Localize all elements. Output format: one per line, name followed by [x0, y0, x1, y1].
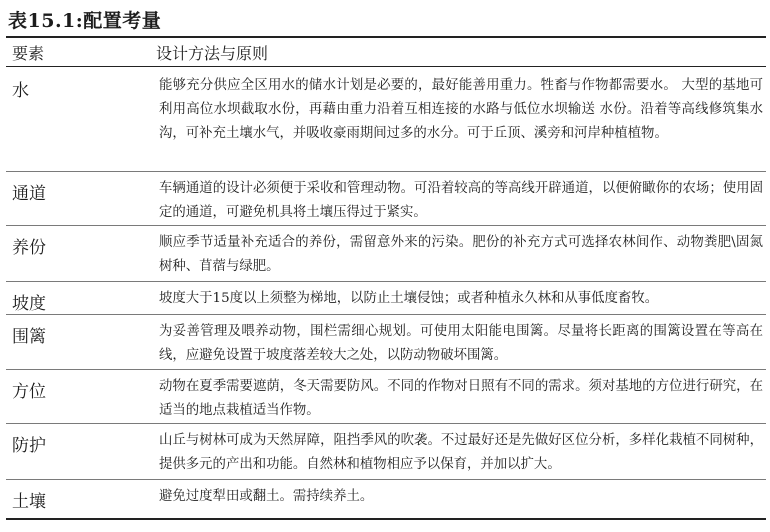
table-row-water: [0, 68, 770, 171]
row-description: 能够充分供应全区用水的储水计划是必要的，最好能善用重力。牲畜与作物都需要水。 大型的基地可利用高位水坝截取水份，再藉由重力沿着互相连接的水路与低位水坝输送 水份。沿着等高线修筑集水沟，可补充土壤水气，并吸收豪雨期间过多的水分。可于丘顶、溪旁和河岸种植植物。: [159, 78, 763, 141]
table-header-rule: [6, 66, 766, 67]
table-row-slope: [0, 281, 770, 314]
row-description: 车辆通道的设计必须便于采收和管理动物。可沿着较高的等高线开辟通道，以便俯瞰你的农场；使用固定的通道，可避免机具将土壤压得过于紧实。: [159, 181, 763, 220]
table-row-nutrients: [0, 225, 770, 281]
row-factor: 坡度: [12, 294, 46, 314]
table-row-orientation: [0, 369, 770, 423]
row-factor: 围篱: [12, 327, 46, 347]
table-row-protection: [0, 423, 770, 479]
row-description: 动物在夏季需要遮荫，冬天需要防风。不同的作物对日照有不同的需求。须对基地的方位进行研究，在适当的地点栽植适当作物。: [159, 379, 763, 418]
header-factor: 要素: [12, 44, 45, 63]
row-description: 避免过度犁田或翻土。需持续养土。: [159, 489, 374, 504]
row-factor: 防护: [12, 436, 46, 456]
table-bottom-rule: [6, 518, 766, 520]
row-description: 为妥善管理及喂养动物，围栏需细心规划。可使用太阳能电围篱。尽量将长距离的围篱设置在等高在线，应避免设置于坡度落差较大之处，以防动物破坏围篱。: [159, 324, 763, 363]
table-row-soil: [0, 479, 770, 518]
row-factor: 方位: [12, 382, 46, 402]
table-header: [0, 38, 770, 66]
table-title: 表15.1:配置考量: [8, 10, 162, 32]
row-description: 山丘与树林可成为天然屏障，阻挡季风的吹袭。不过最好还是先做好区位分析，多样化栽植不同树种，提供多元的产出和功能。自然林和植物相应予以保育，并加以扩大。: [159, 433, 763, 472]
row-factor: 通道: [12, 184, 46, 204]
header-method: 设计方法与原则: [156, 44, 269, 63]
table-row-fencing: [0, 314, 770, 369]
row-description: 坡度大于15度以上须整为梯地，以防止土壤侵蚀；或者种植永久林和从事低度畜牧。: [159, 291, 659, 306]
row-description: 顺应季节适量补充适合的养份，需留意外来的污染。肥份的补充方式可选择农林间作、动物粪肥\固氮树种、苜蓿与绿肥。: [159, 235, 763, 274]
row-factor: 水: [12, 81, 29, 101]
table-row-access: [0, 171, 770, 225]
row-factor: 土壤: [12, 492, 46, 512]
row-factor: 养份: [12, 238, 46, 258]
